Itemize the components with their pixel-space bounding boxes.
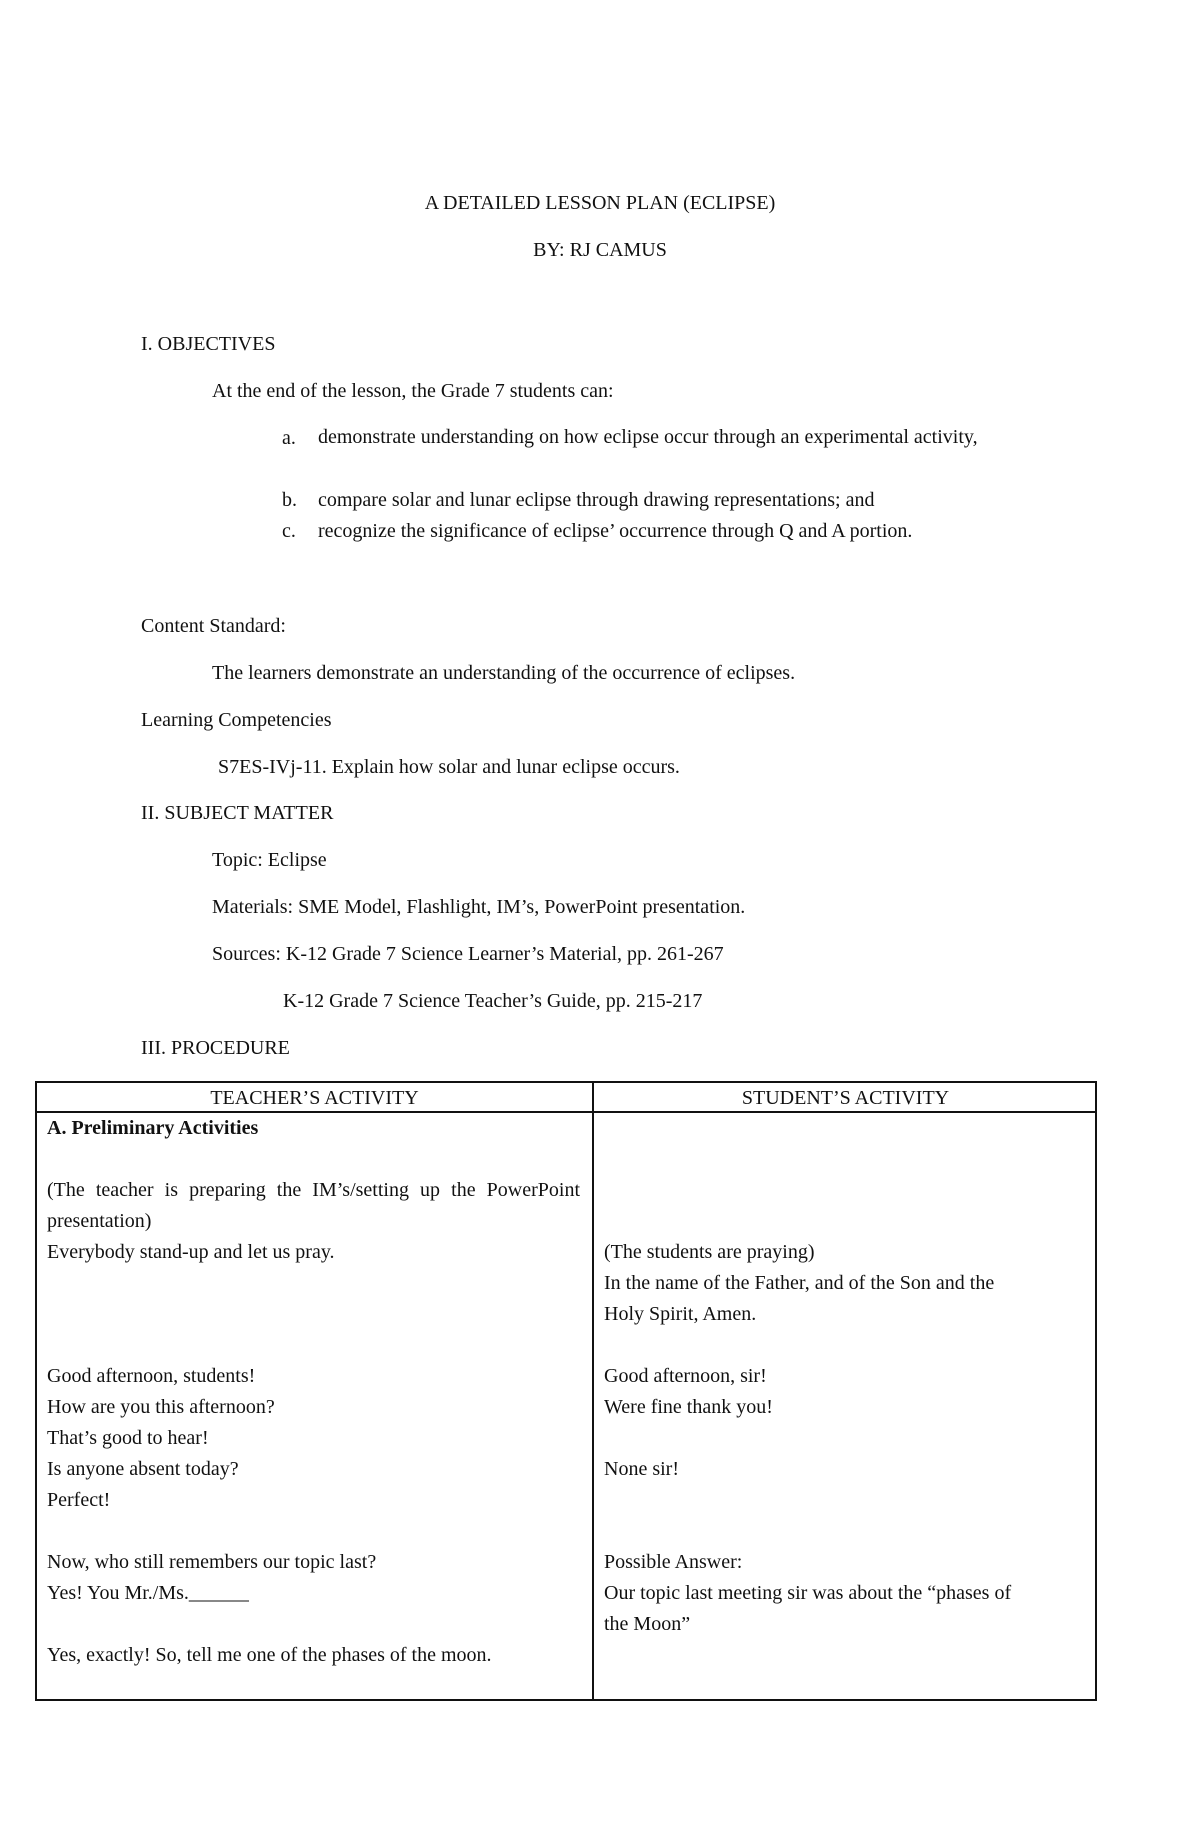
subject-topic: Topic: Eclipse xyxy=(212,849,327,871)
objectives-heading: I. OBJECTIVES xyxy=(141,333,276,355)
objective-marker-b: b. xyxy=(282,489,297,511)
document-title: A DETAILED LESSON PLAN (ECLIPSE) xyxy=(424,192,776,214)
content-standard-text: The learners demonstrate an understanding of the occurrence of eclipses. xyxy=(212,662,796,684)
teacher-how: How are you this afternoon? xyxy=(47,1396,275,1418)
teacher-prep-note: (The teacher is preparing the IM’s/setting up the PowerPoint presentation) xyxy=(47,1179,580,1232)
student-answer-line-1: Our topic last meeting sir was about the “phases of xyxy=(604,1582,1012,1604)
subject-sources: Sources: K-12 Grade 7 Science Learner’s Material, pp. 261-267 xyxy=(212,943,724,965)
student-prayer-line-2: Holy Spirit, Amen. xyxy=(604,1303,757,1325)
student-activity-header: STUDENT’S ACTIVITY xyxy=(741,1087,950,1109)
document-author: BY: RJ CAMUS xyxy=(533,239,667,261)
student-greet: Good afternoon, sir! xyxy=(604,1365,767,1387)
objective-item-b: compare solar and lunar eclipse through drawing representations; and xyxy=(318,489,875,511)
teacher-good: That’s good to hear! xyxy=(47,1427,209,1449)
objective-item-a: demonstrate understanding on how eclipse occur through an experimental activity, xyxy=(318,426,978,448)
subject-matter-heading: II. SUBJECT MATTER xyxy=(141,802,334,824)
learning-competencies-heading: Learning Competencies xyxy=(141,709,332,731)
learning-competencies-text: S7ES-IVj-11. Explain how solar and lunar eclipse occurs. xyxy=(218,756,680,778)
objective-marker-c: c. xyxy=(282,520,296,542)
preliminary-activities-heading: A. Preliminary Activities xyxy=(47,1117,259,1139)
column-divider xyxy=(592,1083,594,1699)
subject-sources-continued: K-12 Grade 7 Science Teacher’s Guide, pp. 215-217 xyxy=(283,990,703,1012)
student-none: None sir! xyxy=(604,1458,679,1480)
student-answer-line-2: the Moon” xyxy=(604,1613,691,1635)
procedure-heading: III. PROCEDURE xyxy=(141,1037,290,1059)
student-fine: Were fine thank you! xyxy=(604,1396,773,1418)
teacher-absent: Is anyone absent today? xyxy=(47,1458,239,1480)
student-praying: (The students are praying) xyxy=(604,1241,815,1263)
teacher-activity-header: TEACHER’S ACTIVITY xyxy=(210,1087,419,1109)
student-possible-answer: Possible Answer: xyxy=(604,1551,743,1573)
teacher-remember: Now, who still remembers our topic last? xyxy=(47,1551,377,1573)
objective-marker-a: a. xyxy=(282,427,296,449)
teacher-pray: Everybody stand-up and let us pray. xyxy=(47,1241,335,1263)
teacher-greet: Good afternoon, students! xyxy=(47,1365,256,1387)
teacher-perfect: Perfect! xyxy=(47,1489,111,1511)
procedure-table xyxy=(35,1081,1097,1701)
student-prayer-line-1: In the name of the Father, and of the Son and the xyxy=(604,1272,995,1294)
teacher-exactly: Yes, exactly! So, tell me one of the phases of the moon. xyxy=(47,1644,492,1666)
objectives-intro: At the end of the lesson, the Grade 7 students can: xyxy=(212,380,614,402)
objective-item-c: recognize the significance of eclipse’ occurrence through Q and A portion. xyxy=(318,520,913,542)
teacher-you: Yes! You Mr./Ms.______ xyxy=(47,1582,249,1604)
subject-materials: Materials: SME Model, Flashlight, IM’s, PowerPoint presentation. xyxy=(212,896,746,918)
content-standard-heading: Content Standard: xyxy=(141,615,286,637)
